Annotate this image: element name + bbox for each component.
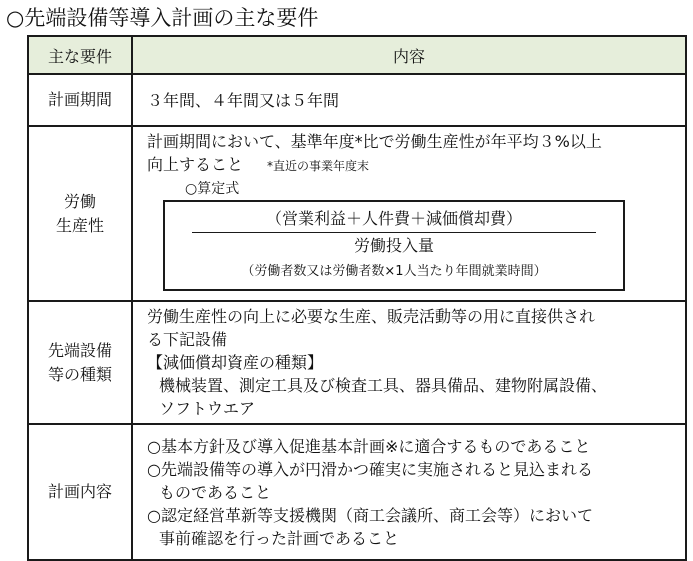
table-row-plan	[28, 424, 686, 560]
label-period: 計画期間	[28, 74, 132, 126]
formula-label: ○算定式	[185, 181, 240, 197]
label-equipment	[28, 301, 132, 424]
formula-denominator-note: （労働者数又は労働者数×1人当たり年間就業時間）	[241, 264, 547, 279]
table-row-period	[28, 74, 686, 126]
equipment-line5: ソフトウエア	[159, 399, 256, 418]
requirements-table	[27, 35, 687, 561]
productivity-line2	[147, 153, 677, 178]
equipment-line1: 労働生産性の向上に必要な生産、販売活動等の用に直接供され	[147, 307, 596, 326]
plan-line3: ものであること	[159, 482, 272, 502]
formula-denominator: 労働投入量	[353, 236, 434, 255]
base-year-note: *直近の事業年度末	[267, 159, 370, 173]
productivity-line1: 計画期間において、基準年度*比で労働生産性が年平均３%以上	[147, 132, 602, 151]
table-header-row	[28, 36, 686, 74]
table-row-equipment	[28, 301, 686, 424]
equipment-line4: 機械装置、測定工具及び検査工具、器具備品、建物附属設備、	[159, 376, 608, 395]
period-value: ３年間、４年間又は５年間	[147, 90, 340, 110]
label-productivity-line2: 生産性	[55, 215, 104, 235]
fraction-line	[192, 232, 596, 233]
equipment-line2: る下記設備	[147, 330, 228, 349]
table-row-productivity	[28, 126, 686, 301]
header-content: 内容	[132, 36, 686, 74]
label-productivity	[28, 126, 132, 301]
content-productivity	[132, 126, 686, 301]
header-requirement: 主な要件	[28, 36, 132, 74]
productivity-line2-text: 向上すること	[147, 155, 244, 174]
plan-line5: 事前確認を行った計画であること	[159, 528, 400, 548]
plan-line1: ○基本方針及び導入促進基本計画※に適合するものであること	[147, 436, 591, 456]
plan-line2: ○先端設備等の導入が円滑かつ確実に実施されると見込まれる	[147, 459, 593, 479]
page-title: ○先端設備等導入計画の主な要件	[6, 6, 319, 30]
label-equipment-line2: 等の種類	[47, 364, 112, 384]
equipment-line3: 【減価償却資産の種類】	[147, 353, 324, 372]
formula-numerator: （営業利益＋人件費＋減価償却費）	[265, 209, 522, 228]
label-equipment-line1: 先端設備	[47, 340, 112, 360]
formula-box	[163, 200, 625, 291]
label-productivity-line1: 労働	[63, 191, 96, 211]
content-period	[132, 74, 686, 126]
label-plan: 計画内容	[28, 424, 132, 560]
plan-line4: ○認定経営革新等支援機関（商工会議所、商工会等）において	[147, 505, 593, 525]
content-plan	[132, 424, 686, 560]
content-equipment	[132, 301, 686, 424]
